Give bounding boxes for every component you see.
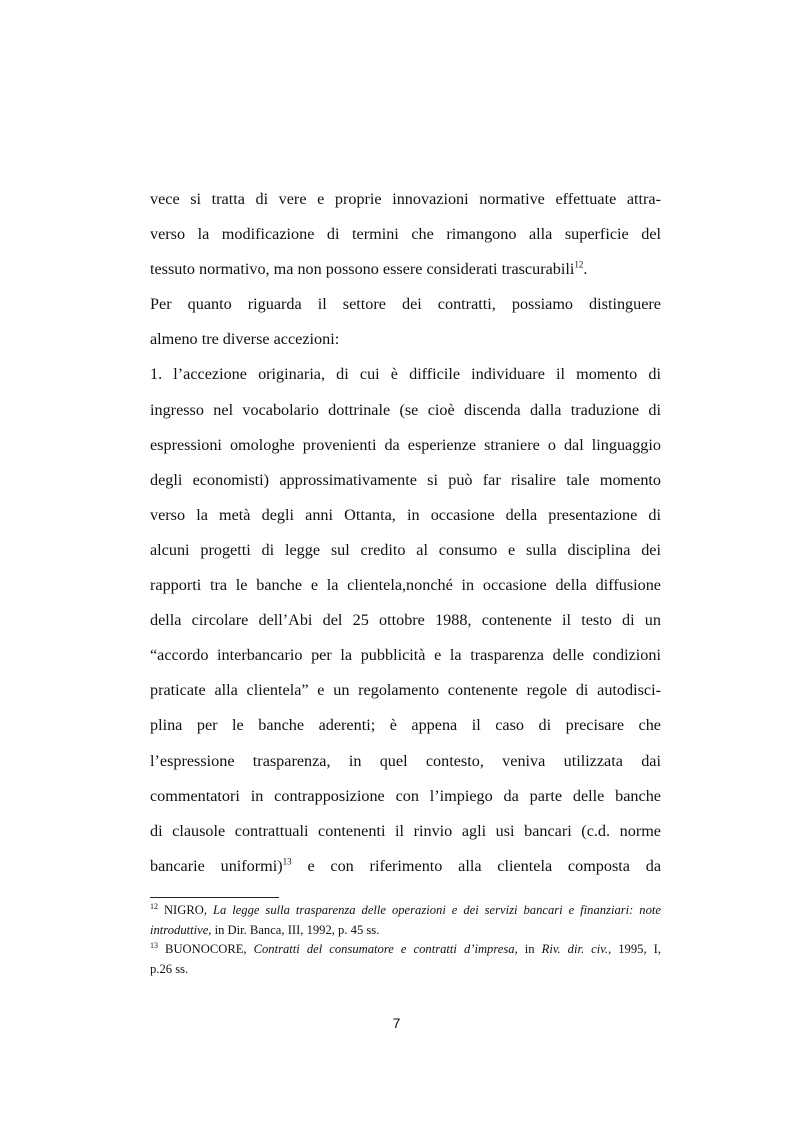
text-span: tessuto normativo, ma non possono essere considerati trascurabili <box>150 260 575 279</box>
text-line: verso la metà degli anni Ottanta, in occasione della presentazione di <box>150 505 661 524</box>
footnote-12-cont <box>150 921 661 941</box>
text-line: 1. l’accezione originaria, di cui è difficile individuare il momento di <box>150 365 661 384</box>
footnotes <box>150 901 661 979</box>
footnote-title: introduttive <box>150 922 209 937</box>
footnote-divider <box>150 897 279 898</box>
text-line: della circolare dell’Abi del 25 ottobre 1988, contenente il testo di un <box>150 611 661 630</box>
text-line: espressioni omologhe provenienti da esperienze straniere o dal linguaggio <box>150 435 661 454</box>
text-line: plina per le banche aderenti; è appena il caso di precisare che <box>150 716 661 735</box>
footnote-ref-13[interactable]: 13 <box>282 856 292 867</box>
text-line: degli economisti) approssimativamente si può far risalire tale momento <box>150 470 661 489</box>
text-line <box>150 849 661 884</box>
text-line: almeno tre diverse accezioni: <box>150 330 340 349</box>
text-line: alcuni progetti di legge sul credito al consumo e sulla disciplina dei <box>150 540 661 559</box>
text-span: bancarie uniformi) <box>150 856 283 875</box>
text-line <box>150 252 661 287</box>
footnote-title: Contratti del consumatore e contratti d’impresa <box>253 942 515 956</box>
footnote-title: La legge sulla trasparenza delle operazioni e dei servizi bancari e finanziari: note <box>212 903 661 917</box>
text-line: di clausole contrattuali contenenti il rinvio agli usi bancari (c.d. norme <box>150 821 661 840</box>
footnote-source: , in Dir. Banca, III, 1992, p. 45 ss. <box>208 922 380 937</box>
footnote-journal: Riv. dir. civ. <box>541 942 609 956</box>
footnote-13 <box>150 940 661 960</box>
footnote-13-cont: p.26 ss. <box>150 961 189 976</box>
page-number: 7 <box>392 1015 401 1031</box>
text-line: rapporti tra le banche e la clientela,nonché in occasione della diffusione <box>150 576 661 595</box>
text-line: Per quanto riguarda il settore dei contratti, possiamo distinguere <box>150 295 661 314</box>
footnote-number: 12 <box>150 901 158 911</box>
footnote-ref-12[interactable]: 12 <box>574 259 584 270</box>
footnote-source: , 1995, I, <box>608 942 661 956</box>
text-span: . <box>583 260 588 279</box>
text-line: “accordo interbancario per la pubblicità e la trasparenza delle condizioni <box>150 646 661 665</box>
text-line: verso la modificazione di termini che rimangono alla superficie del <box>150 225 661 244</box>
body-text <box>150 182 661 884</box>
footnote-in: , in <box>514 942 535 956</box>
footnote-author: BUONOCORE, <box>165 942 247 956</box>
text-line: l’espressione trasparenza, in quel contesto, veniva utilizzata dai <box>150 751 661 770</box>
text-line: ingresso nel vocabolario dottrinale (se cioè discenda dalla traduzione di <box>150 400 661 419</box>
footnote-number: 13 <box>150 940 158 950</box>
text-line: commentatori in contrapposizione con l’impiego da parte delle banche <box>150 786 661 805</box>
text-line: praticate alla clientela” e un regolamento contenente regole di autodisci- <box>150 681 661 700</box>
text-line: vece si tratta di vere e proprie innovazioni normative effettuate attra- <box>150 190 661 208</box>
text-span: e con riferimento alla clientela composta da <box>307 856 661 875</box>
footnote-12 <box>150 901 661 921</box>
footnote-author: NIGRO, <box>163 903 207 917</box>
